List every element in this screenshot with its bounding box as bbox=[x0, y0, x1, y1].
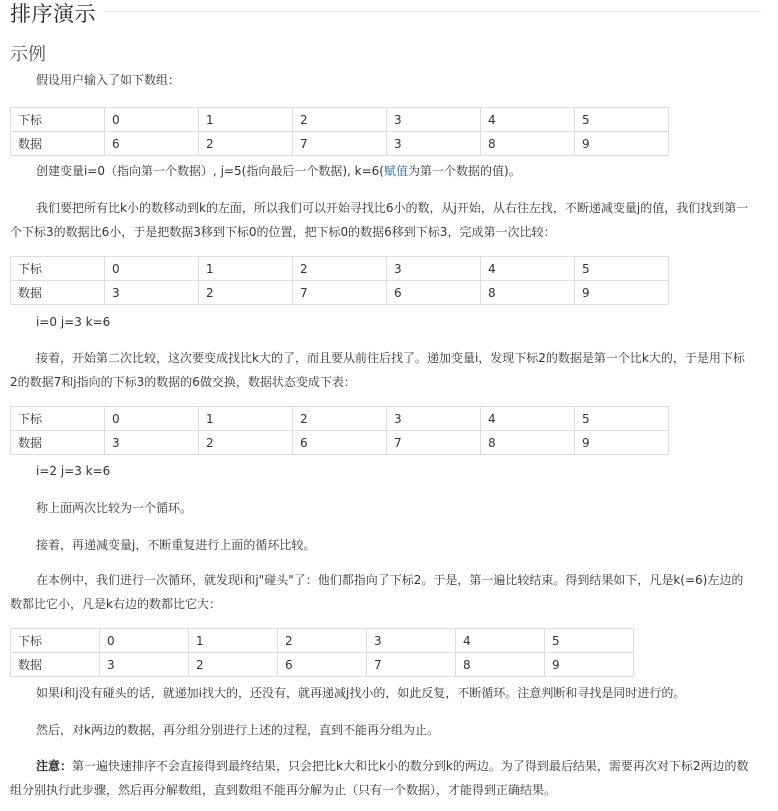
table-cell: 8 bbox=[481, 281, 575, 305]
repeat-text: 接着，再递减变量j，不断重复进行上面的循环比较。 bbox=[36, 538, 316, 552]
table-row bbox=[11, 407, 669, 431]
move-text: 我们要把所有比k小的数移动到k的左面，所以我们可以开始寻找比6小的数，从j开始，从右往左找，不断递减变量j的值，我们找到第一个下标3的数据比6小，于是把数据3移到下标0的位置，把下标0的数据6移到下标3，完成第一次比较： bbox=[10, 201, 749, 239]
table-cell: 3 bbox=[105, 431, 199, 455]
table-cell: 2 bbox=[278, 629, 367, 653]
table-cell: 1 bbox=[189, 629, 278, 653]
table-cell: 9 bbox=[575, 431, 669, 455]
table-cell: 5 bbox=[545, 629, 634, 653]
array-table-result bbox=[10, 628, 634, 677]
table-row bbox=[11, 629, 634, 653]
table-cell: 4 bbox=[481, 407, 575, 431]
table-cell: 6 bbox=[278, 653, 367, 677]
section-heading: 示例 bbox=[10, 44, 46, 65]
table-cell: 7 bbox=[367, 653, 456, 677]
create-text-b: 为第一个数据的值)。 bbox=[408, 164, 521, 178]
table-cell: 3 bbox=[387, 407, 481, 431]
table-row bbox=[11, 132, 669, 156]
row-header-index: 下标 bbox=[11, 108, 105, 132]
table-cell: 8 bbox=[481, 431, 575, 455]
row-header-data: 数据 bbox=[11, 132, 105, 156]
table-cell: 3 bbox=[105, 281, 199, 305]
assign-link[interactable]: 赋值 bbox=[384, 164, 409, 178]
table-cell: 8 bbox=[456, 653, 545, 677]
table-row bbox=[11, 257, 669, 281]
table-cell: 6 bbox=[293, 431, 387, 455]
table-row bbox=[11, 281, 669, 305]
page-title: 排序演示 bbox=[10, 2, 96, 26]
table-row bbox=[11, 431, 669, 455]
table-cell: 7 bbox=[387, 431, 481, 455]
second-compare-text: 接着，开始第二次比较，这次要变成找比k大的了，而且要从前往后找了。递加变量i，发现下标2的数据是第一个比k大的，于是用下标2的数据7和j指向的下标3的数据的6做交换，数据状态变成下表： bbox=[10, 351, 745, 389]
state-1: i=0 j=3 k=6 bbox=[36, 315, 111, 329]
array-table-step1 bbox=[10, 256, 669, 305]
table-cell: 2 bbox=[199, 281, 293, 305]
row-header-index: 下标 bbox=[11, 257, 105, 281]
table-cell: 4 bbox=[481, 108, 575, 132]
table-cell: 8 bbox=[481, 132, 575, 156]
ifnot-text: 如果i和j没有碰头的话，就递加i找大的，还没有，就再递减j找小的，如此反复，不断循环。注意判断和寻找是同时进行的。 bbox=[36, 686, 686, 700]
table-cell: 2 bbox=[199, 431, 293, 455]
state-2: i=2 j=3 k=6 bbox=[36, 464, 111, 478]
row-header-data: 数据 bbox=[11, 431, 105, 455]
table-cell: 4 bbox=[456, 629, 545, 653]
table-cell: 7 bbox=[293, 132, 387, 156]
table-cell: 2 bbox=[189, 653, 278, 677]
table-cell: 3 bbox=[367, 629, 456, 653]
table-cell: 3 bbox=[100, 653, 189, 677]
table-cell: 6 bbox=[105, 132, 199, 156]
table-cell: 6 bbox=[387, 281, 481, 305]
table-cell: 2 bbox=[199, 132, 293, 156]
row-header-data: 数据 bbox=[11, 653, 100, 677]
table-cell: 1 bbox=[199, 108, 293, 132]
table-cell: 2 bbox=[293, 108, 387, 132]
meet-text: 在本例中，我们进行一次循环，就发现i和j"碰头"了：他们都指向了下标2。于是，第一遍比较结束。得到结果如下，凡是k(=6)左边的数都比它小，凡是k右边的数都比它大： bbox=[10, 573, 744, 611]
create-text-a: 创建变量i=0（指向第一个数据）, j=5(指向最后一个数据), k=6( bbox=[36, 164, 384, 178]
table-cell: 7 bbox=[293, 281, 387, 305]
table-cell: 2 bbox=[293, 257, 387, 281]
title-divider bbox=[102, 11, 762, 12]
array-table-step2 bbox=[10, 406, 669, 455]
row-header-data: 数据 bbox=[11, 281, 105, 305]
row-header-index: 下标 bbox=[11, 407, 105, 431]
table-cell: 2 bbox=[293, 407, 387, 431]
note-text: 第一遍快速排序不会直接得到最终结果，只会把比k大和比k小的数分到k的两边。为了得到最后结果，需要再次对下标2两边的数组分别执行此步骤，然后再分解数组，直到数组不能再分解为止（只有一个数据），才能得到正确结果。 bbox=[10, 759, 749, 797]
table-row bbox=[11, 653, 634, 677]
table-cell: 3 bbox=[387, 257, 481, 281]
note-paragraph bbox=[10, 754, 750, 802]
table-cell: 9 bbox=[545, 653, 634, 677]
table-cell: 1 bbox=[199, 407, 293, 431]
array-table-initial bbox=[10, 107, 669, 156]
table-cell: 0 bbox=[105, 407, 199, 431]
table-cell: 9 bbox=[575, 132, 669, 156]
then-text: 然后，对k两边的数据，再分组分别进行上述的过程，直到不能再分组为止。 bbox=[36, 723, 439, 737]
table-cell: 1 bbox=[199, 257, 293, 281]
table-cell: 0 bbox=[105, 108, 199, 132]
table-cell: 5 bbox=[575, 108, 669, 132]
create-vars-text bbox=[10, 159, 750, 183]
table-cell: 3 bbox=[387, 108, 481, 132]
row-header-index: 下标 bbox=[11, 629, 100, 653]
loop-text: 称上面两次比较为一个循环。 bbox=[36, 501, 193, 515]
table-cell: 5 bbox=[575, 257, 669, 281]
table-cell: 9 bbox=[575, 281, 669, 305]
table-row bbox=[11, 108, 669, 132]
note-label: 注意： bbox=[36, 759, 73, 773]
table-cell: 3 bbox=[387, 132, 481, 156]
intro-text: 假设用户输入了如下数组： bbox=[36, 73, 181, 87]
table-cell: 0 bbox=[105, 257, 199, 281]
table-cell: 5 bbox=[575, 407, 669, 431]
table-cell: 0 bbox=[100, 629, 189, 653]
table-cell: 4 bbox=[481, 257, 575, 281]
